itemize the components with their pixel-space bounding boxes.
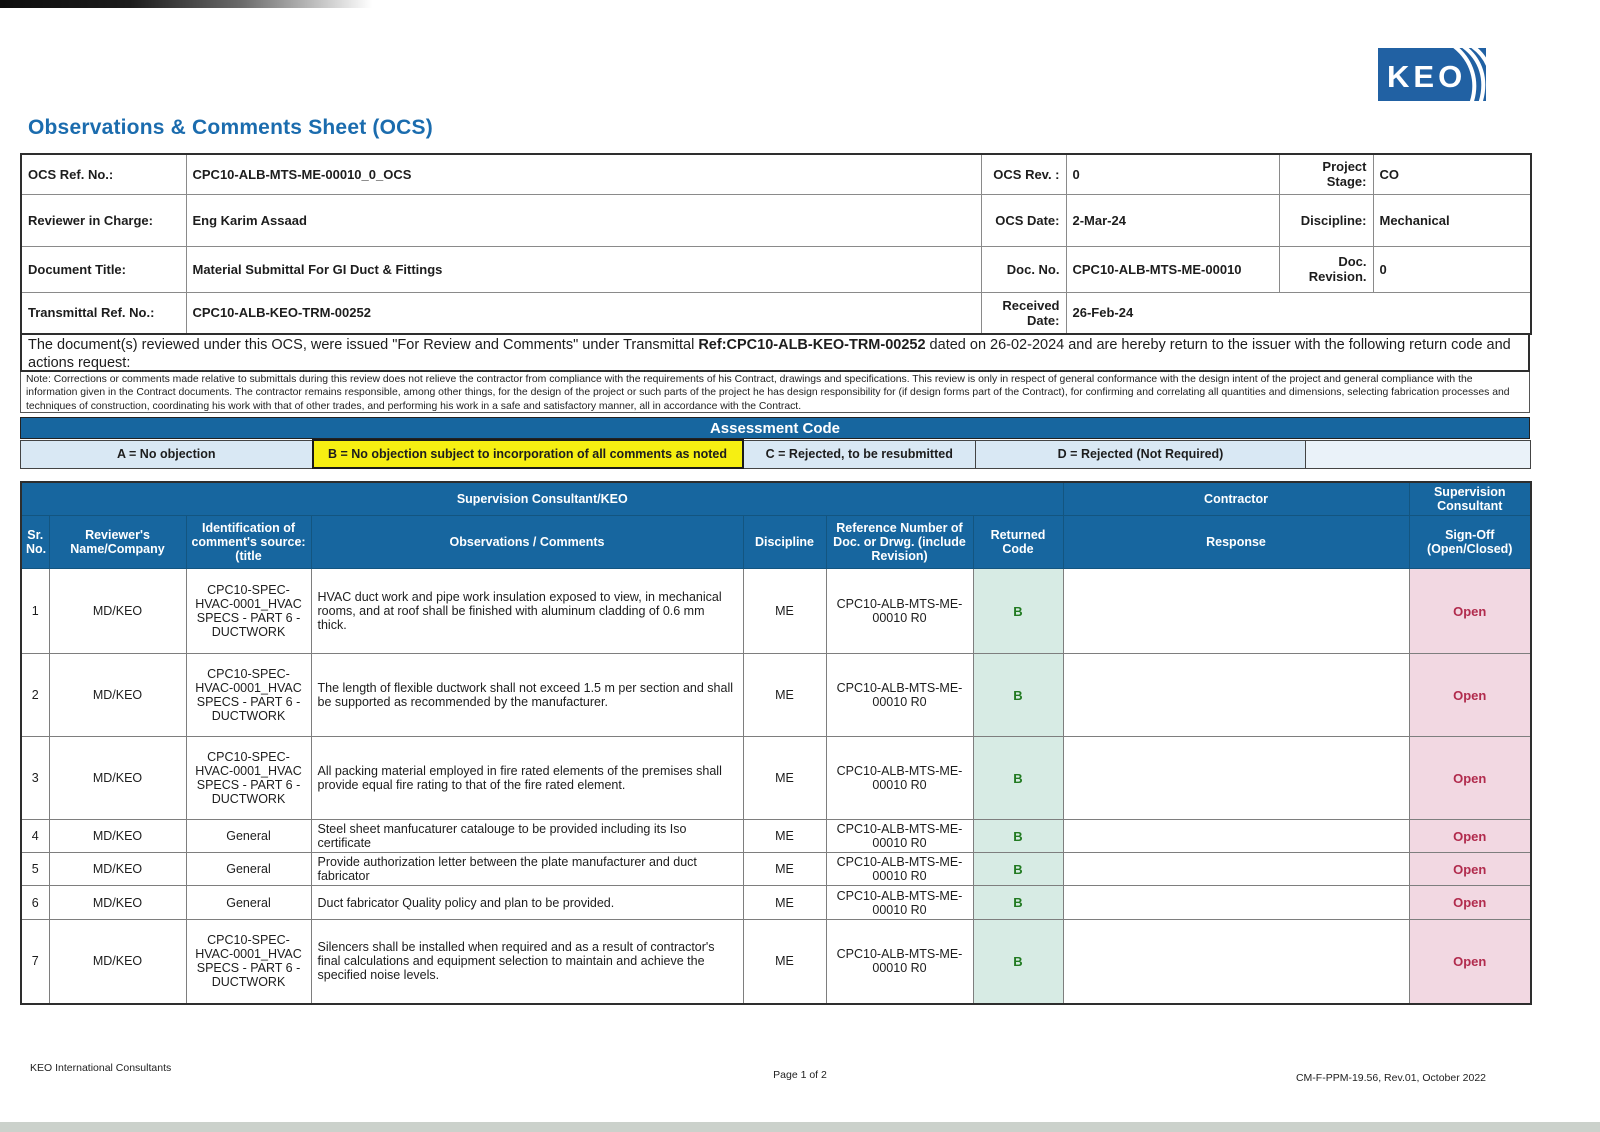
cell-reference: CPC10-ALB-MTS-ME-00010 R0 <box>826 886 973 920</box>
cell-discipline: ME <box>743 820 826 853</box>
assessment-code-empty <box>1306 440 1531 468</box>
cell-reviewer: MD/KEO <box>49 920 186 1004</box>
col-header-response: Response <box>1063 516 1409 569</box>
discipline-label: Discipline: <box>1279 194 1373 246</box>
cell-discipline: ME <box>743 569 826 654</box>
cell-sr: 1 <box>21 569 49 654</box>
cell-observation: Steel sheet manfucaturer catalouge to be provided including its Iso certificate <box>311 820 743 853</box>
doc-no-value: CPC10-ALB-MTS-ME-00010 <box>1066 246 1279 292</box>
page-title: Observations & Comments Sheet (OCS) <box>28 116 433 139</box>
doc-rev-value: 0 <box>1373 246 1531 292</box>
col-header-signoff: Sign-Off (Open/Closed) <box>1409 516 1531 569</box>
doc-rev-label: Doc. Revision. <box>1279 246 1373 292</box>
cell-signoff: Open <box>1409 737 1531 820</box>
cell-response <box>1063 820 1409 853</box>
cell-reference: CPC10-ALB-MTS-ME-00010 R0 <box>826 737 973 820</box>
cell-signoff: Open <box>1409 920 1531 1004</box>
cell-discipline: ME <box>743 654 826 737</box>
cell-sr: 5 <box>21 853 49 886</box>
cell-response <box>1063 737 1409 820</box>
cell-reviewer: MD/KEO <box>49 737 186 820</box>
group-header-contractor: Contractor <box>1063 482 1409 516</box>
assessment-code-table <box>20 439 1531 469</box>
cell-discipline: ME <box>743 886 826 920</box>
reviewer-label: Reviewer in Charge: <box>21 194 186 246</box>
received-date-label: Received Date: <box>981 292 1066 334</box>
statement-text-2: dated on 26-02-2024 and are hereby return to the issuer with the following return code and actions request: <box>28 337 1511 371</box>
cell-reviewer: MD/KEO <box>49 820 186 853</box>
cell-signoff: Open <box>1409 820 1531 853</box>
cell-observation: Silencers shall be installed when required and as a result of contractor's final calculations and equipment selection to maintain and achieve the specified noise levels. <box>311 920 743 1004</box>
cell-reference: CPC10-ALB-MTS-ME-00010 R0 <box>826 853 973 886</box>
cell-observation: HVAC duct work and pipe work insulation exposed to view, in mechanical rooms, and at roof shall be finished with aluminum cladding of 0.6 mm thick. <box>311 569 743 654</box>
cell-returned-code: B <box>973 569 1063 654</box>
cell-sr: 3 <box>21 737 49 820</box>
doc-no-label: Doc. No. <box>981 246 1066 292</box>
table-row <box>21 654 1531 737</box>
cell-returned-code: B <box>973 886 1063 920</box>
observations-table <box>20 481 1532 1005</box>
table-row <box>21 886 1531 920</box>
project-stage-value: CO <box>1373 154 1531 194</box>
cell-sr: 2 <box>21 654 49 737</box>
cell-reference: CPC10-ALB-MTS-ME-00010 R0 <box>826 920 973 1004</box>
group-header-supervision-keo: Supervision Consultant/KEO <box>21 482 1063 516</box>
assessment-code-d: D = Rejected (Not Required) <box>976 440 1306 468</box>
cell-observation: All packing material employed in fire rated elements of the premises shall provide equal fire rating to that of the fire rated element. <box>311 737 743 820</box>
cell-reviewer: MD/KEO <box>49 654 186 737</box>
cell-returned-code: B <box>973 853 1063 886</box>
ocs-ref-value: CPC10-ALB-MTS-ME-00010_0_OCS <box>186 154 981 194</box>
footer-company: KEO International Consultants <box>30 1062 172 1074</box>
received-date-value: 26-Feb-24 <box>1066 292 1531 334</box>
statement-ref: Ref:CPC10-ALB-KEO-TRM-00252 <box>698 337 926 353</box>
table-row <box>21 820 1531 853</box>
cell-sr: 4 <box>21 820 49 853</box>
cell-reference: CPC10-ALB-MTS-ME-00010 R0 <box>826 820 973 853</box>
cell-signoff: Open <box>1409 569 1531 654</box>
scan-artifact-bottom <box>0 1122 1600 1132</box>
table-row <box>21 853 1531 886</box>
cell-reference: CPC10-ALB-MTS-ME-00010 R0 <box>826 654 973 737</box>
cell-response <box>1063 654 1409 737</box>
cell-source: General <box>186 853 311 886</box>
ocs-date-value: 2-Mar-24 <box>1066 194 1279 246</box>
cell-sr: 7 <box>21 920 49 1004</box>
table-row <box>21 920 1531 1004</box>
cell-discipline: ME <box>743 920 826 1004</box>
ocs-date-label: OCS Date: <box>981 194 1066 246</box>
cell-sr: 6 <box>21 886 49 920</box>
discipline-value: Mechanical <box>1373 194 1531 246</box>
reviewer-value: Eng Karim Assaad <box>186 194 981 246</box>
review-note: Note: Corrections or comments made relative to submittals during this review does not relieve the contractor from compliance with the requirements of his Contract, drawings and specifications. This review is only in respect of general conformance with the design intent of the project and general compliance with the information given in the Contract documents. The contractor remains responsible, among other things, for the design of the project or such parts of the project he has design responsibility for (if design forms part of the Contract), for confirming and correlating all quantities and dimensions, selecting fabrication processes and techniques of construction, coordinating his work with that of other trades, and performing his work in a safe and satisfactory manner, all in accordance with the Contract. <box>20 372 1530 413</box>
project-stage-label: Project Stage: <box>1279 154 1373 194</box>
cell-observation: The length of flexible ductwork shall not exceed 1.5 m per section and shall be supported as recommended by the manufacturer. <box>311 654 743 737</box>
col-header-discipline: Discipline <box>743 516 826 569</box>
keo-logo-graphic <box>1378 46 1490 104</box>
review-statement <box>20 335 1530 372</box>
ocs-ref-label: OCS Ref. No.: <box>21 154 186 194</box>
cell-observation: Provide authorization letter between the plate manufacturer and duct fabricator <box>311 853 743 886</box>
assessment-code-header: Assessment Code <box>20 417 1530 439</box>
cell-returned-code: B <box>973 920 1063 1004</box>
cell-discipline: ME <box>743 853 826 886</box>
doc-title-label: Document Title: <box>21 246 186 292</box>
cell-response <box>1063 569 1409 654</box>
assessment-code-b: B = No objection subject to incorporation of all comments as noted <box>313 440 743 468</box>
cell-reviewer: MD/KEO <box>49 569 186 654</box>
cell-source: CPC10-SPEC-HVAC-0001_HVAC SPECS - PART 6 - DUCTWORK <box>186 920 311 1004</box>
cell-reviewer: MD/KEO <box>49 853 186 886</box>
transmittal-value: CPC10-ALB-KEO-TRM-00252 <box>186 292 981 334</box>
statement-text-1: The document(s) reviewed under this OCS, were issued "For Review and Comments" under Transmittal <box>28 337 699 353</box>
cell-returned-code: B <box>973 737 1063 820</box>
cell-signoff: Open <box>1409 886 1531 920</box>
col-header-reference: Reference Number of Doc. or Drwg. (include Revision) <box>826 516 973 569</box>
cell-source: CPC10-SPEC-HVAC-0001_HVAC SPECS - PART 6 - DUCTWORK <box>186 569 311 654</box>
doc-title-value: Material Submittal For GI Duct & Fittings <box>186 246 981 292</box>
col-header-sr-no: Sr. No. <box>21 516 49 569</box>
ocs-rev-value: 0 <box>1066 154 1279 194</box>
transmittal-label: Transmittal Ref. No.: <box>21 292 186 334</box>
cell-source: General <box>186 820 311 853</box>
col-header-source: Identification of comment's source: (title <box>186 516 311 569</box>
col-header-returned-code: Returned Code <box>973 516 1063 569</box>
cell-discipline: ME <box>743 737 826 820</box>
cell-signoff: Open <box>1409 853 1531 886</box>
col-header-observations: Observations / Comments <box>311 516 743 569</box>
footer-page-number: Page 1 of 2 <box>773 1069 827 1081</box>
cell-source: General <box>186 886 311 920</box>
header-info-table <box>20 153 1532 335</box>
cell-source: CPC10-SPEC-HVAC-0001_HVAC SPECS - PART 6 - DUCTWORK <box>186 737 311 820</box>
group-header-supervision: Supervision Consultant <box>1409 482 1531 516</box>
col-header-reviewer: Reviewer's Name/Company <box>49 516 186 569</box>
cell-returned-code: B <box>973 820 1063 853</box>
table-row <box>21 569 1531 654</box>
footer-form-reference: CM-F-PPM-19.56, Rev.01, October 2022 <box>1295 1072 1486 1084</box>
cell-signoff: Open <box>1409 654 1531 737</box>
assessment-code-a: A = No objection <box>21 440 313 468</box>
cell-response <box>1063 853 1409 886</box>
scan-artifact-top <box>0 0 372 8</box>
cell-returned-code: B <box>973 654 1063 737</box>
ocs-rev-label: OCS Rev. : <box>981 154 1066 194</box>
cell-response <box>1063 920 1409 1004</box>
keo-logo-text: KEO <box>1387 59 1467 94</box>
cell-response <box>1063 886 1409 920</box>
cell-source: CPC10-SPEC-HVAC-0001_HVAC SPECS - PART 6 - DUCTWORK <box>186 654 311 737</box>
keo-logo <box>1378 46 1490 104</box>
table-row <box>21 737 1531 820</box>
assessment-code-c: C = Rejected, to be resubmitted <box>743 440 976 468</box>
cell-reference: CPC10-ALB-MTS-ME-00010 R0 <box>826 569 973 654</box>
cell-observation: Duct fabricator Quality policy and plan to be provided. <box>311 886 743 920</box>
cell-reviewer: MD/KEO <box>49 886 186 920</box>
